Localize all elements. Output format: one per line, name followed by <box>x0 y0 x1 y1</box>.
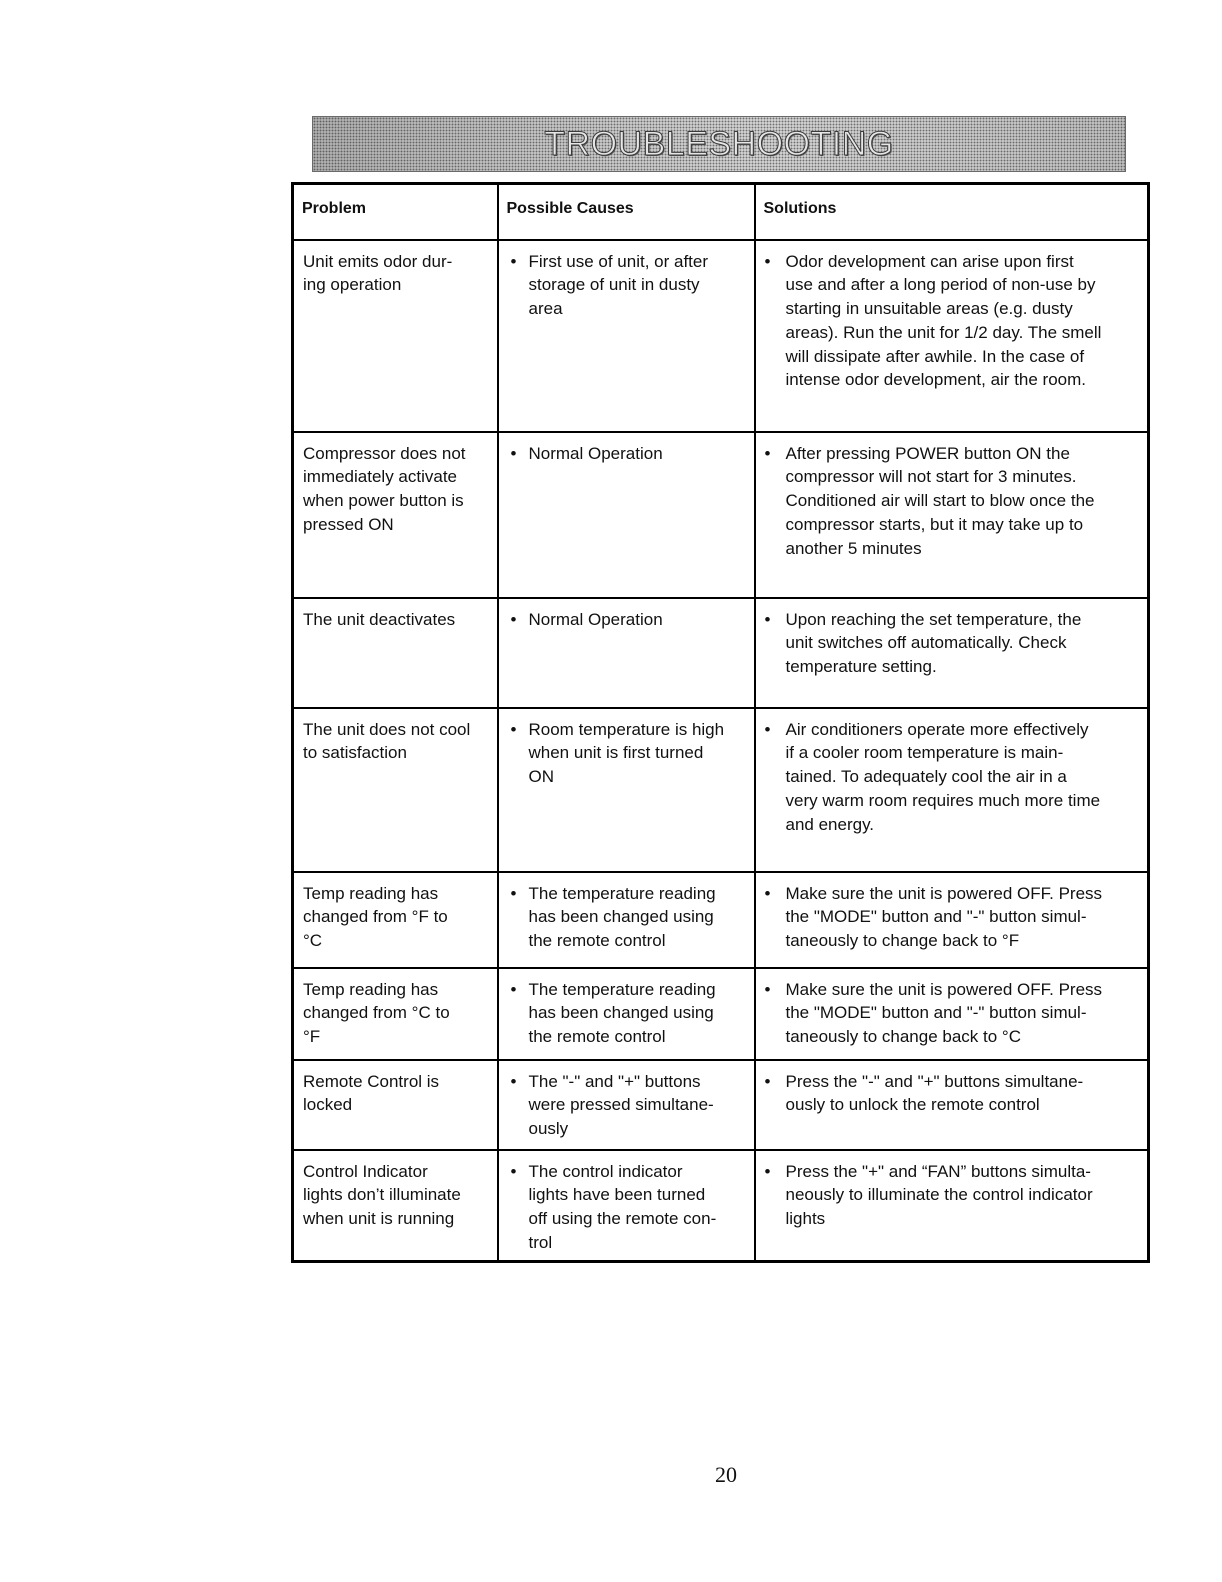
table-row <box>293 968 1149 1060</box>
cause-text: • The control indicator lights have been turned off using the remote con- trol <box>508 1160 750 1255</box>
cause-text: • Room temperature is high when unit is first turned ON <box>508 718 750 789</box>
cause-cell <box>498 708 755 872</box>
cause-cell <box>498 1150 755 1262</box>
solution-text: • Press the "+" and “FAN” buttons simulta- neously to illuminate the control indicator lights <box>765 1160 1144 1231</box>
cause-text: • First use of unit, or after storage of unit in dusty area <box>508 250 750 321</box>
solution-cell <box>755 708 1149 872</box>
solution-cell <box>755 968 1149 1060</box>
solution-text: • Make sure the unit is powered OFF. Press the "MODE" button and "-" button simul- taneously to change back to °F <box>765 882 1144 953</box>
page-number: 20 <box>715 1462 737 1487</box>
table-row <box>293 708 1149 872</box>
problem-cell <box>293 708 498 872</box>
problem-text: Temp reading has changed from °C to °F <box>303 979 450 1047</box>
table-row <box>293 432 1149 598</box>
cause-cell <box>498 1060 755 1150</box>
solution-cell <box>755 1060 1149 1150</box>
solution-cell <box>755 872 1149 968</box>
solution-text: • Press the "-" and "+" buttons simultane- ously to unlock the remote control <box>765 1070 1144 1118</box>
problem-cell <box>293 432 498 598</box>
table-row <box>293 872 1149 968</box>
solution-cell <box>755 240 1149 432</box>
solution-cell <box>755 432 1149 598</box>
solution-text: • After pressing POWER button ON the compressor will not start for 3 minutes. Conditioned air will start to blow once the compressor starts, but it may take up to another 5 minutes <box>765 442 1144 561</box>
troubleshooting-table <box>291 182 1150 1263</box>
problem-text: The unit does not cool to satisfaction <box>303 719 471 763</box>
problem-text: Compressor does not immediately activate when power button is pressed ON <box>303 443 466 534</box>
cause-cell <box>498 598 755 708</box>
title-banner <box>312 116 1126 172</box>
cause-cell <box>498 968 755 1060</box>
problem-cell <box>293 1150 498 1262</box>
cause-text: • Normal Operation <box>508 608 750 632</box>
table-row <box>293 240 1149 432</box>
problem-text: Unit emits odor dur- ing operation <box>303 251 453 295</box>
problem-text: Control Indicator lights don’t illuminate when unit is running <box>303 1161 461 1229</box>
cause-cell <box>498 240 755 432</box>
page-title: TROUBLESHOOTING <box>544 125 894 163</box>
table-row <box>293 598 1149 708</box>
solution-text: • Upon reaching the set temperature, the unit switches off automatically. Check temperature setting. <box>765 608 1144 679</box>
header-possible-causes: Possible Causes <box>498 184 755 240</box>
solution-text: • Air conditioners operate more effectively if a cooler room temperature is main- tained. To adequately cool the air in a very warm room requires much more time and energy. <box>765 718 1144 837</box>
problem-cell <box>293 240 498 432</box>
cause-cell <box>498 872 755 968</box>
solution-text: • Make sure the unit is powered OFF. Press the "MODE" button and "-" button simul- taneously to change back to °C <box>765 978 1144 1049</box>
table-row <box>293 1150 1149 1262</box>
problem-cell <box>293 968 498 1060</box>
problem-cell <box>293 1060 498 1150</box>
solution-text: • Odor development can arise upon first use and after a long period of non-use by starting in unsuitable areas (e.g. dusty areas). Run the unit for 1/2 day. The smell will dissipate after awhile. In the case of intense odor development, air the room. <box>765 250 1144 393</box>
cause-cell <box>498 432 755 598</box>
cause-text: • The temperature reading has been changed using the remote control <box>508 882 750 953</box>
problem-cell <box>293 872 498 968</box>
header-problem: Problem <box>293 184 498 240</box>
cause-text: • The temperature reading has been changed using the remote control <box>508 978 750 1049</box>
cause-text: • The "-" and "+" buttons were pressed simultane- ously <box>508 1070 750 1141</box>
problem-cell <box>293 598 498 708</box>
cause-text: • Normal Operation <box>508 442 750 466</box>
header-solutions: Solutions <box>755 184 1149 240</box>
table-row <box>293 1060 1149 1150</box>
solution-cell <box>755 1150 1149 1262</box>
table-header-row <box>293 184 1149 240</box>
solution-cell <box>755 598 1149 708</box>
problem-text: Temp reading has changed from °F to °C <box>303 883 448 951</box>
problem-text: The unit deactivates <box>303 609 456 629</box>
problem-text: Remote Control is locked <box>303 1071 440 1115</box>
